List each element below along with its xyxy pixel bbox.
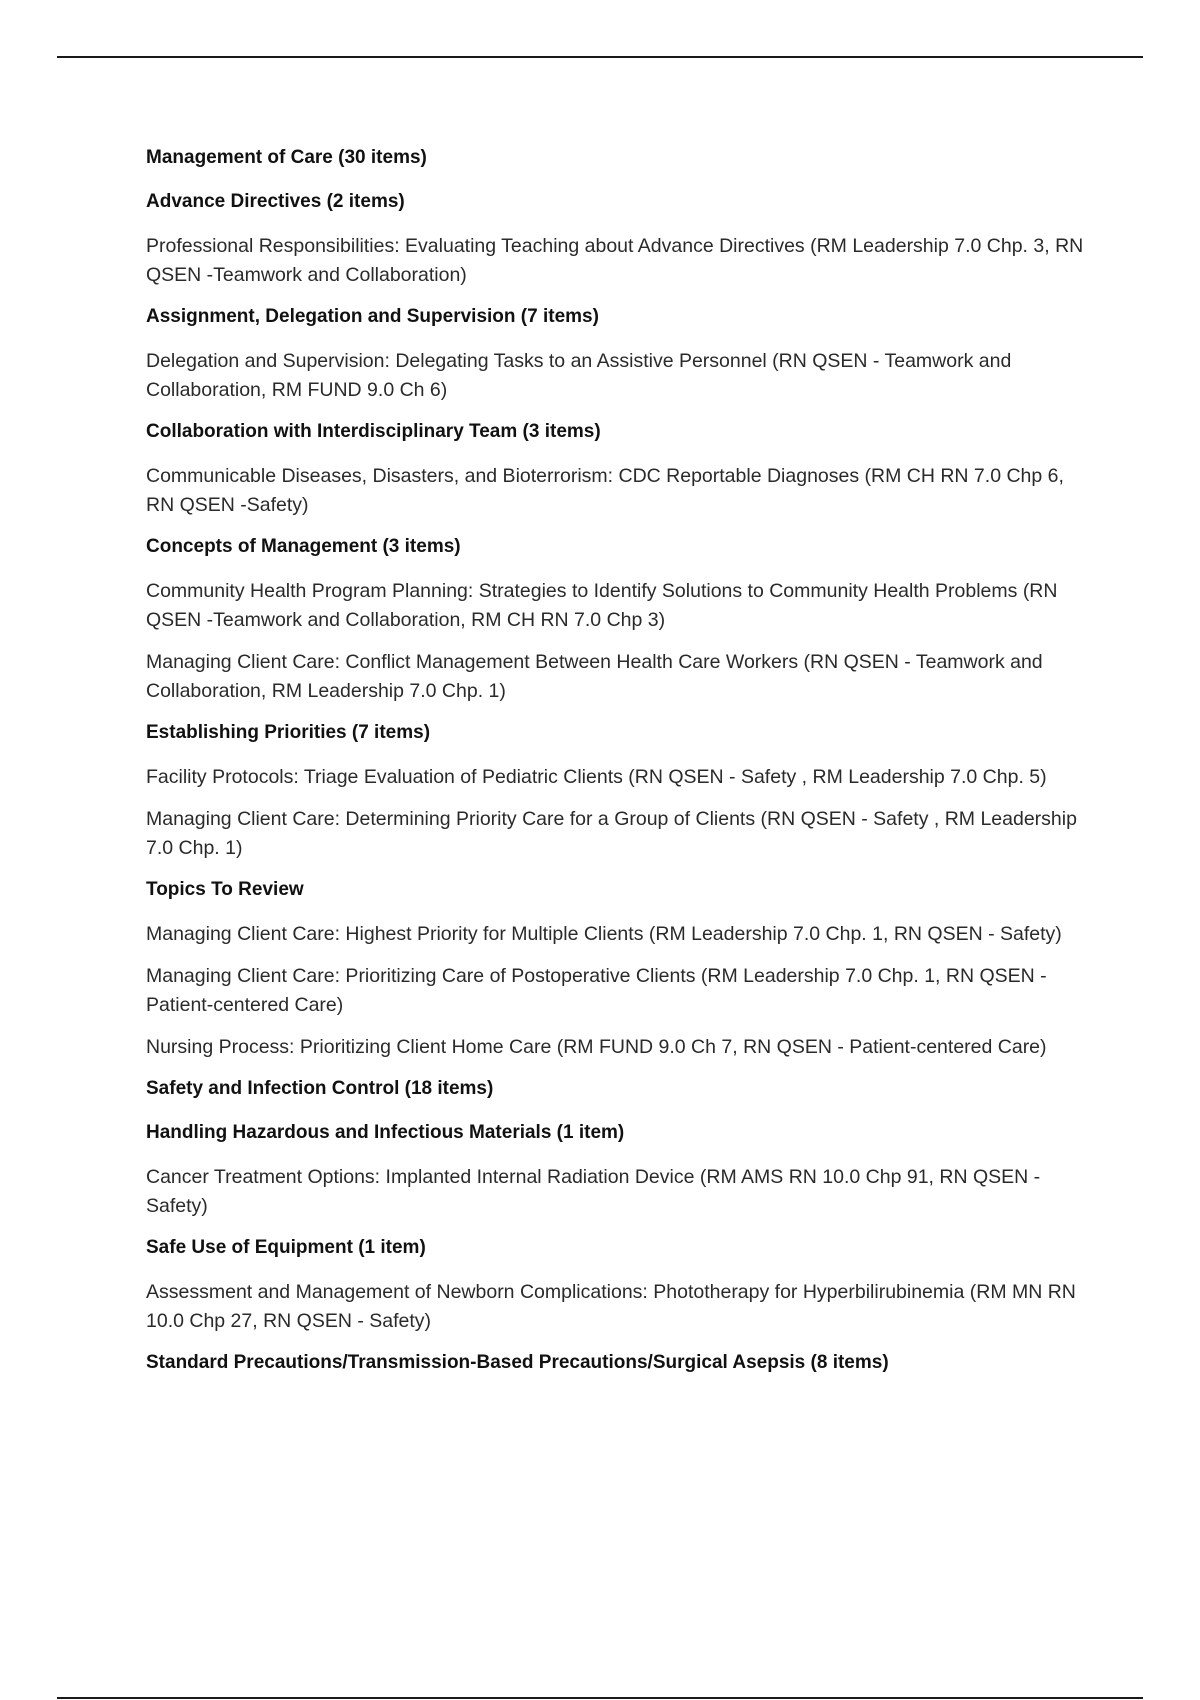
topic-item: Delegation and Supervision: Delegating Tasks to an Assistive Personnel (RN QSEN - Teamwork and Collaboration, RM FUND 9.0 Ch 6): [146, 350, 1012, 401]
topic-item: Managing Client Care: Highest Priority for Multiple Clients (RM Leadership 7.0 Chp. 1, RN QSEN - Safety): [146, 923, 1062, 945]
topic-item: Managing Client Care: Determining Priority Care for a Group of Clients (RN QSEN - Safety , RM Leadership 7.0 Chp. 1): [146, 808, 1077, 859]
topic-item: Assessment and Management of Newborn Complications: Phototherapy for Hyperbilirubinemia (RM MN RN 10.0 Chp 27, RN QSEN - Safety): [146, 1281, 1076, 1332]
topic-item: Professional Responsibilities: Evaluating Teaching about Advance Directives (RM Leadership 7.0 Chp. 3, RN QSEN -Teamwork and Collaboration): [146, 235, 1084, 286]
topic-item: Managing Client Care: Conflict Management Between Health Care Workers (RN QSEN - Teamwork and Collaboration, RM Leadership 7.0 Chp. 1): [146, 651, 1043, 702]
topic-item: Cancer Treatment Options: Implanted Internal Radiation Device (RM AMS RN 10.0 Chp 91, RN QSEN - Safety): [146, 1166, 1041, 1217]
section-heading-safety-infection-control: Safety and Infection Control (18 items): [146, 1078, 494, 1099]
topic-item: Managing Client Care: Prioritizing Care of Postoperative Clients (RM Leadership 7.0 Chp. 1, RN QSEN - Patient-centered Care): [146, 965, 1047, 1016]
subsection-heading-hazardous-materials: Handling Hazardous and Infectious Materials (1 item): [146, 1122, 625, 1143]
subsection-heading-advance-directives: Advance Directives (2 items): [146, 191, 405, 212]
header-rule: [57, 56, 1143, 58]
subsection-heading-safe-use-of-equipment: Safe Use of Equipment (1 item): [146, 1237, 426, 1258]
footer-rule: [57, 1697, 1143, 1699]
subsection-heading-topics-to-review: Topics To Review: [146, 879, 304, 900]
topic-item: Facility Protocols: Triage Evaluation of Pediatric Clients (RN QSEN - Safety , RM Leadership 7.0 Chp. 5): [146, 766, 1047, 788]
subsection-heading-assignment-delegation: Assignment, Delegation and Supervision (7 items): [146, 306, 599, 327]
subsection-heading-standard-precautions: Standard Precautions/Transmission-Based Precautions/Surgical Asepsis (8 items): [146, 1352, 889, 1373]
subsection-heading-collaboration: Collaboration with Interdisciplinary Team (3 items): [146, 421, 601, 442]
section-heading-management-of-care: Management of Care (30 items): [146, 147, 427, 168]
subsection-heading-concepts-of-management: Concepts of Management (3 items): [146, 536, 461, 557]
topic-item: Nursing Process: Prioritizing Client Home Care (RM FUND 9.0 Ch 7, RN QSEN - Patient-centered Care): [146, 1036, 1047, 1058]
subsection-heading-establishing-priorities: Establishing Priorities (7 items): [146, 722, 431, 743]
document-body: [146, 144, 1096, 1393]
topic-item: Communicable Diseases, Disasters, and Bioterrorism: CDC Reportable Diagnoses (RM CH RN 7.0 Chp 6, RN QSEN -Safety): [146, 465, 1064, 516]
topic-item: Community Health Program Planning: Strategies to Identify Solutions to Community Health Problems (RN QSEN -Teamwork and Collaboration, RM CH RN 7.0 Chp 3): [146, 580, 1058, 631]
